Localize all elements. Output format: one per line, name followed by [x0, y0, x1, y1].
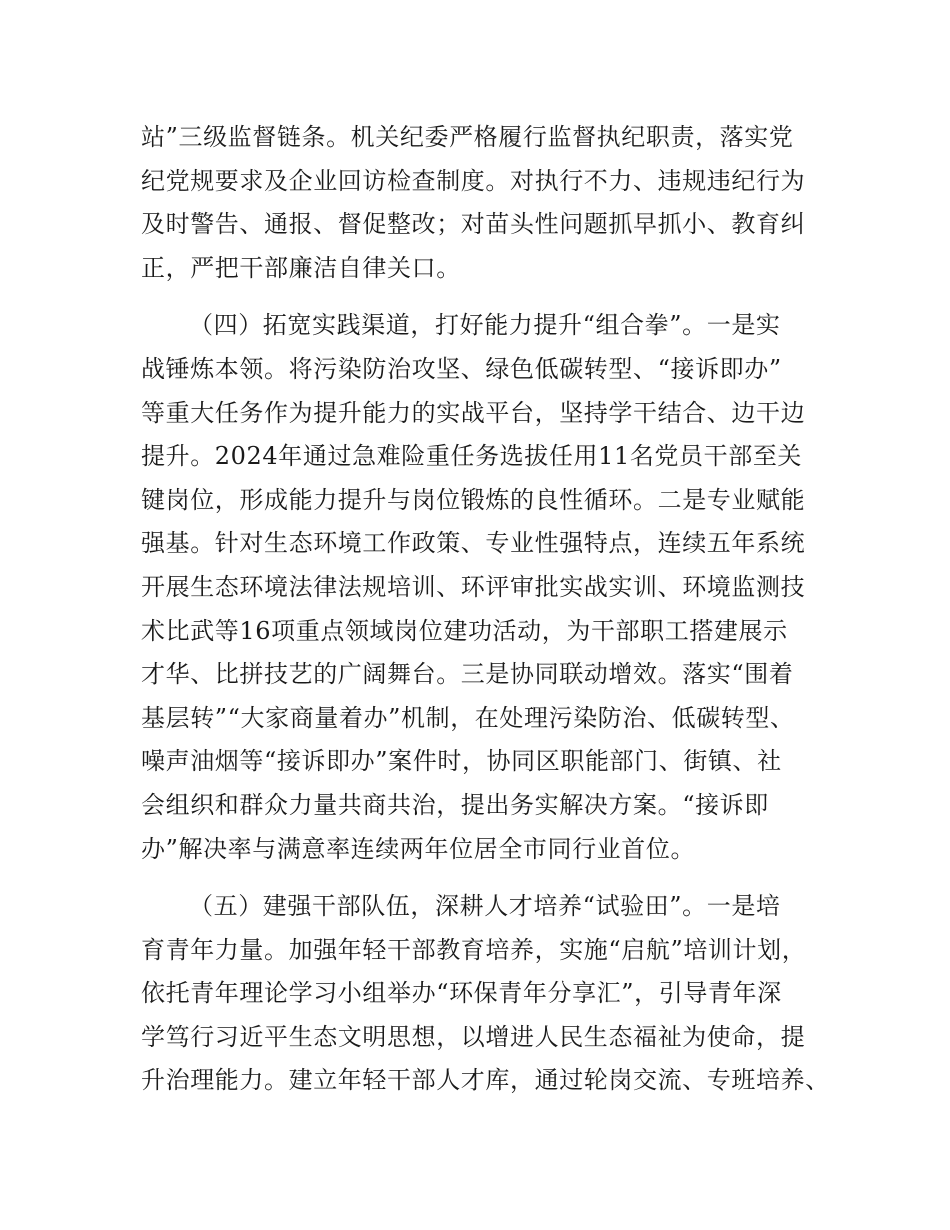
text-line: 会组织和群众力量共商共治，提出务实解决方案。“接诉即	[141, 790, 769, 819]
text-line: 育青年力量。加强年轻干部教育培养，实施“启航”培训计划，	[141, 935, 807, 964]
text-line: 提升。2024年通过急难险重任务选拔任用11名党员干部至关	[141, 442, 803, 471]
paragraph-2-section-four	[141, 304, 813, 871]
text-line: （五）建强干部队伍，深耕人才培养“试验田”。一是培	[189, 892, 781, 921]
text-line: 正，严把干部廉洁自律关口。	[141, 253, 461, 282]
text-line: 升治理能力。建立年轻干部人才库，通过轮岗交流、专班培养、	[141, 1066, 830, 1095]
text-line: 等重大任务作为提升能力的实战平台，坚持学干结合、边干边	[141, 398, 806, 427]
document-body	[141, 116, 830, 1103]
text-line: 噪声油烟等“接诉即办”案件时，协同区职能部门、街镇、社	[141, 747, 782, 776]
text-line: 站”三级监督链条。机关纪委严格履行监督执纪职责，落实党	[141, 123, 794, 151]
paragraph-1	[141, 116, 813, 290]
text-line: （四）拓宽实践渠道，打好能力提升“组合拳”。一是实	[189, 311, 781, 340]
text-line: 及时警告、通报、督促整改；对苗头性问题抓早抓小、教育纠	[141, 210, 806, 239]
paragraph-gap	[141, 871, 813, 885]
text-line: 基层转”“大家商量着办”机制，在处理污染防治、低碳转型、	[141, 703, 795, 732]
text-line: 战锤炼本领。将污染防治攻坚、绿色低碳转型、“接诉即办”	[141, 354, 782, 383]
text-line: 术比武等16项重点领域岗位建功活动，为干部职工搭建展示	[141, 616, 788, 645]
paragraph-gap	[141, 290, 813, 304]
text-line: 纪党规要求及企业回访检查制度。对执行不力、违规违纪行为	[141, 166, 806, 195]
text-line: 才华、比拼技艺的广阔舞台。三是协同联动增效。落实“围着	[141, 660, 794, 689]
text-line: 依托青年理论学习小组举办“环保青年分享汇”，引导青年深	[141, 979, 782, 1008]
text-line: 开展生态环境法律法规培训、环评审批实战实训、环境监测技	[141, 572, 806, 601]
text-line: 学笃行习近平生态文明思想，以增进人民生态福祉为使命，提	[141, 1022, 806, 1051]
text-line: 强基。针对生态环境工作政策、专业性强特点，连续五年系统	[141, 529, 806, 558]
text-line: 办”解决率与满意率连续两年位居全市同行业首位。	[141, 834, 696, 863]
paragraph-3-section-five	[141, 885, 830, 1103]
text-line: 键岗位，形成能力提升与岗位锻炼的良性循环。二是专业赋能	[141, 485, 806, 514]
